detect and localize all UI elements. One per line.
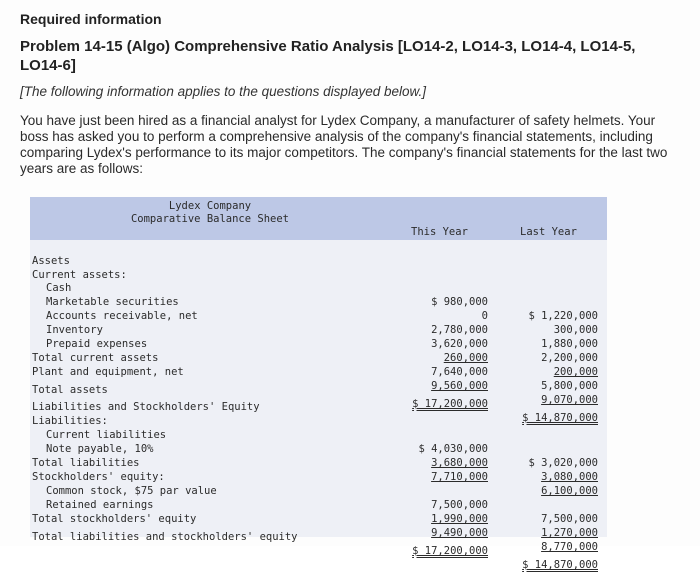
balance-sheet-header [30, 197, 607, 240]
company-name: Lydex Company [168, 200, 252, 212]
this-year-value: 7,710,000 [431, 471, 488, 483]
table-row-assets [30, 240, 607, 267]
row-label: Current liabilities [46, 429, 167, 441]
last-year-value: $ 3,020,000 [528, 457, 598, 469]
row-label: Stockholders' equity: [32, 471, 165, 483]
this-year-value: $ 4,030,000 [418, 443, 488, 455]
column-header-this-year: This Year [411, 226, 468, 238]
last-year-value: 9,070,000 [541, 394, 598, 406]
balance-sheet-body [30, 240, 607, 571]
last-year-value: 1,270,000 [541, 527, 598, 539]
last-year-value: $ 14,870,000 [522, 559, 598, 571]
this-year-value: 2,780,000 [431, 324, 488, 336]
row-label: Current assets: [32, 269, 127, 281]
column-header-last-year: Last Year [520, 226, 577, 238]
row-label: Common stock, $75 par value [46, 485, 217, 497]
last-year-value: 1,880,000 [541, 338, 598, 350]
instruction-note: [The following information applies to the questions displayed below.] [20, 84, 426, 99]
row-label: Accounts receivable, net [46, 310, 198, 322]
this-year-value: 3,620,000 [431, 338, 488, 350]
this-year-value: $ 980,000 [431, 296, 488, 308]
row-label: Note payable, 10% [46, 443, 154, 455]
problem-title: Problem 14-15 (Algo) Comprehensive Ratio Analysis [LO14-2, LO14-3, LO14-4, LO14-5, LO14-6] [20, 38, 636, 74]
this-year-value: $ 17,200,000 [412, 398, 488, 410]
row-label: Plant and equipment, net [32, 366, 184, 378]
intro-paragraph: You have just been hired as a financial analyst for Lydex Company, a manufacturer of safety helmets. Your boss has asked you to perform a comprehensive analysis of the company's financial statements, including comparing Lydex's performance to its major competitors. The company's financial statements for the last two years are as follows: [20, 113, 668, 176]
this-year-value: 7,640,000 [431, 366, 488, 378]
last-year-value: 300,000 [553, 324, 598, 336]
row-label: Total current assets [32, 352, 159, 364]
this-year-value: 0 [481, 310, 488, 322]
row-label: Assets [32, 255, 70, 267]
row-label: Liabilities: [32, 415, 108, 427]
row-label: Liabilities and Stockholders' Equity [32, 401, 260, 413]
row-label: Total stockholders' equity [32, 513, 197, 525]
row-label: Total assets [32, 384, 108, 396]
last-year-value: 6,100,000 [541, 485, 598, 497]
last-year-value: $ 1,220,000 [528, 310, 598, 322]
this-year-value: 3,680,000 [431, 457, 488, 469]
last-year-value: 7,500,000 [541, 513, 598, 525]
row-label: Total liabilities and stockholders' equity [32, 531, 298, 543]
last-year-value: 8,770,000 [541, 541, 598, 553]
row-label: Inventory [46, 324, 103, 336]
last-year-value: 3,080,000 [541, 471, 598, 483]
this-year-value: 1,990,000 [431, 513, 488, 525]
required-information-heading: Required information [20, 11, 162, 27]
row-label: Total liabilities [32, 457, 140, 469]
last-year-value: 2,200,000 [541, 352, 598, 364]
row-label: Prepaid expenses [46, 338, 148, 350]
last-year-value: 200,000 [553, 366, 598, 378]
table-row-current-assets [30, 254, 607, 281]
row-label: Marketable securities [46, 296, 179, 308]
last-year-value: $ 14,870,000 [522, 412, 598, 424]
sheet-title: Comparative Balance Sheet [130, 213, 290, 225]
last-year-value: 5,800,000 [541, 380, 598, 392]
this-year-value: 9,560,000 [431, 380, 488, 392]
this-year-value: 260,000 [443, 352, 488, 364]
this-year-value: 7,500,000 [431, 499, 488, 511]
balance-sheet-table [30, 197, 607, 571]
this-year-value: $ 17,200,000 [412, 545, 488, 557]
row-label: Retained earnings [46, 499, 154, 511]
row-label: Cash [46, 282, 72, 294]
this-year-value: 9,490,000 [431, 527, 488, 539]
